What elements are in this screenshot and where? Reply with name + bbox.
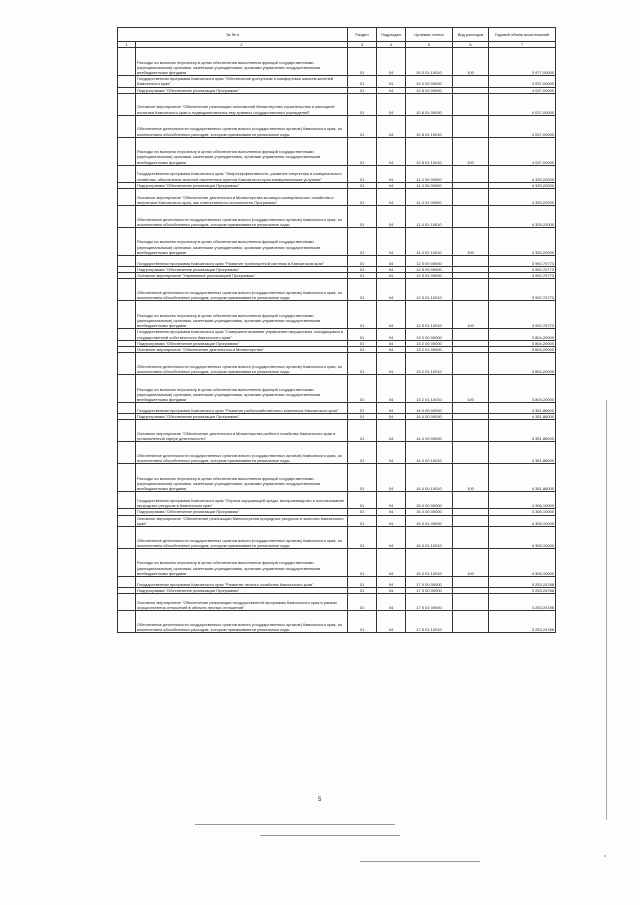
row-target-article: 13 2 01 10010 [406, 375, 453, 403]
row-number [118, 279, 136, 301]
row-name: Обеспечение деятельности государственных органов власти (государственных органов) Камчатского края, за исключением обособленных расходов, которым присваиваются уникальные коды [136, 442, 348, 464]
row-razdel: 01 [348, 442, 377, 464]
row-number [118, 206, 136, 228]
row-podrazdel: 04 [377, 509, 406, 515]
row-expense-type [453, 256, 489, 267]
row-amount: 4 306,10000 [489, 515, 556, 526]
row-target-article: 11 4 01 10010 [406, 228, 453, 256]
row-razdel: 01 [348, 48, 377, 76]
row-podrazdel: 04 [377, 577, 406, 588]
row-target-article: 12 5 01 10010 [406, 301, 453, 329]
row-name: Основное мероприятие "Обеспечение деятельности Министерства жилищно-коммунального хозяйства и энергетики Камчатского края, как ответственного исполнителя Программы" [136, 189, 348, 206]
row-target-article: 17 5 01 10010 [406, 611, 453, 633]
row-target-article: 17 0 00 00000 [406, 577, 453, 588]
row-amount: 4 306,10000 [489, 492, 556, 509]
table-row [118, 228, 556, 256]
row-number [118, 228, 136, 256]
row-razdel: 01 [348, 76, 377, 87]
row-name: Подпрограмма "Обеспечение реализации Программы" [136, 182, 348, 188]
row-number [118, 442, 136, 464]
row-number [118, 76, 136, 87]
row-name: Государственная программа Камчатского края "Совершенствование управления имуществом, находящимся в государственной собственности Камчатского края" [136, 329, 348, 340]
row-podrazdel: 04 [377, 420, 406, 442]
table-row [118, 165, 556, 182]
row-podrazdel: 04 [377, 611, 406, 633]
row-name: Основное мероприятие "Обеспечение деятельности Министерства рыбного хозяйства Камчатского края в установленной сфере деятельности" [136, 420, 348, 442]
row-target-article: 12 0 00 00000 [406, 256, 453, 267]
row-amount: 3 804,20000 [489, 353, 556, 375]
row-expense-type [453, 189, 489, 206]
row-name: Основное мероприятие "Обеспечение реализации государственной программы Камчатского края в рамках осуществления отношений в области лесных отношений" [136, 594, 348, 611]
row-target-article: 14 4 00 00000 [406, 414, 453, 420]
row-razdel: 01 [348, 137, 377, 165]
row-podrazdel: 04 [377, 329, 406, 340]
row-amount: 3 253,24788 [489, 594, 556, 611]
row-number [118, 611, 136, 633]
scan-artifact-line [260, 835, 400, 836]
row-podrazdel: 04 [377, 273, 406, 279]
table-row [118, 420, 556, 442]
row-amount: 4 351,86000 [489, 442, 556, 464]
row-name: Подпрограмма "Обеспечение реализации Программы" [136, 509, 348, 515]
table-row [118, 353, 556, 375]
row-razdel: 01 [348, 403, 377, 414]
row-target-article: 15 4 00 00000 [406, 509, 453, 515]
row-number [118, 549, 136, 577]
row-expense-type [453, 515, 489, 526]
row-amount: 4 351,86000 [489, 464, 556, 492]
row-number [118, 403, 136, 414]
row-amount: 3 992,70773 [489, 267, 556, 273]
row-name: Подпрограмма "Обеспечение реализации Программы" [136, 87, 348, 93]
row-target-article: 11 4 01 00000 [406, 189, 453, 206]
row-amount: 4 306,10000 [489, 549, 556, 577]
row-razdel: 01 [348, 273, 377, 279]
row-razdel: 01 [348, 347, 377, 353]
row-number [118, 256, 136, 267]
row-razdel: 01 [348, 256, 377, 267]
row-target-article: 10 8 01 10010 [406, 115, 453, 137]
row-podrazdel: 04 [377, 228, 406, 256]
row-razdel: 01 [348, 588, 377, 594]
row-expense-type [453, 329, 489, 340]
row-expense-type [453, 442, 489, 464]
row-podrazdel: 04 [377, 492, 406, 509]
row-podrazdel: 04 [377, 137, 406, 165]
row-razdel: 01 [348, 329, 377, 340]
scan-artifact-line [606, 400, 607, 820]
row-podrazdel: 04 [377, 87, 406, 93]
row-number [118, 375, 136, 403]
row-amount: 4 037,00000 [489, 137, 556, 165]
row-target-article: 13 2 01 10010 [406, 353, 453, 375]
header-podrazdel: Подраздел [377, 28, 406, 42]
row-target-article: 10 8 01 10010 [406, 137, 453, 165]
table-row [118, 403, 556, 414]
row-target-article: 29 0 01 10010 [406, 48, 453, 76]
row-razdel: 01 [348, 87, 377, 93]
row-podrazdel: 04 [377, 189, 406, 206]
row-name: Основное мероприятие "Обеспечение реализации Министерства природных ресурсов и экологии Камчатского края" [136, 515, 348, 526]
row-expense-type [453, 594, 489, 611]
table-row [118, 375, 556, 403]
row-target-article: 12 5 01 00000 [406, 273, 453, 279]
scan-artifact-dot [604, 855, 606, 857]
row-name: Расходы на выплаты персоналу в целях обеспечения выполнения функций государственными (муниципальными) органами, казенными учреждениями, органами управления государственными внебюджетными фондами [136, 375, 348, 403]
column-number: 3 [348, 42, 377, 48]
row-razdel: 01 [348, 182, 377, 188]
row-podrazdel: 04 [377, 375, 406, 403]
row-razdel: 01 [348, 515, 377, 526]
row-target-article: 10 0 00 00000 [406, 76, 453, 87]
row-razdel: 01 [348, 267, 377, 273]
row-expense-type [453, 611, 489, 633]
table-row [118, 515, 556, 526]
budget-table [117, 27, 556, 633]
row-expense-type [453, 492, 489, 509]
row-number [118, 527, 136, 549]
row-podrazdel: 04 [377, 347, 406, 353]
row-amount: 3 804,20000 [489, 347, 556, 353]
row-expense-type: 100 [453, 549, 489, 577]
row-target-article: 12 5 00 00000 [406, 267, 453, 273]
row-amount: 3 977,00000 [489, 48, 556, 76]
row-razdel: 01 [348, 420, 377, 442]
row-razdel: 01 [348, 375, 377, 403]
row-target-article: 13 0 00 00000 [406, 329, 453, 340]
row-expense-type [453, 76, 489, 87]
row-podrazdel: 04 [377, 93, 406, 115]
column-number: 5 [406, 42, 453, 48]
row-razdel: 01 [348, 301, 377, 329]
row-razdel: 01 [348, 611, 377, 633]
row-number [118, 577, 136, 588]
row-podrazdel: 04 [377, 256, 406, 267]
table-row [118, 48, 556, 76]
row-target-article: 10 8 01 00000 [406, 93, 453, 115]
row-number [118, 165, 136, 182]
row-amount: 3 992,70773 [489, 256, 556, 267]
row-razdel: 01 [348, 527, 377, 549]
row-number [118, 301, 136, 329]
row-target-article: 14 4 00 10010 [406, 464, 453, 492]
row-name: Государственная программа Камчатского края "Энергоэффективность, развитие энергетики и коммунального хозяйства, обеспечение жителей населенных пунктов Камчатского края коммунальными услугами" [136, 165, 348, 182]
table-row [118, 329, 556, 340]
row-name: Подпрограмма "Обеспечение реализации Программы" [136, 267, 348, 273]
row-number [118, 93, 136, 115]
row-target-article: 17 5 00 00000 [406, 588, 453, 594]
row-razdel: 01 [348, 492, 377, 509]
row-name: Государственная программа Камчатского края "Развитие лесного хозяйства Камчатского края" [136, 577, 348, 588]
row-podrazdel: 04 [377, 76, 406, 87]
row-number [118, 492, 136, 509]
row-podrazdel: 04 [377, 206, 406, 228]
row-amount: 4 037,00000 [489, 115, 556, 137]
row-razdel: 01 [348, 340, 377, 346]
row-expense-type [453, 115, 489, 137]
row-podrazdel: 04 [377, 515, 406, 526]
row-target-article: 11 0 00 00000 [406, 165, 453, 182]
row-expense-type [453, 93, 489, 115]
header-annual-amount: Годовой объем ассигнований [489, 28, 556, 42]
row-expense-type [453, 206, 489, 228]
row-podrazdel: 04 [377, 588, 406, 594]
row-name: Расходы на выплаты персоналу в целях обеспечения выполнения функций государственными (муниципальными) органами, казенными учреждениями, органами управления государственными внебюджетными фондами [136, 137, 348, 165]
scan-artifact-line [360, 861, 480, 862]
row-expense-type [453, 353, 489, 375]
row-amount: 4 037,00000 [489, 87, 556, 93]
header-razdel: Раздел [348, 28, 377, 42]
row-amount: 3 253,24788 [489, 611, 556, 633]
row-target-article: 13 2 01 00000 [406, 347, 453, 353]
row-amount: 3 992,70773 [489, 273, 556, 279]
row-name: Расходы на выплаты персоналу в целях обеспечения выполнения функций государственными (муниципальными) органами, казенными учреждениями, органами управления государственными внебюджетными фондами [136, 464, 348, 492]
row-name: Основное мероприятие "Обеспечение деятельности Министерства" [136, 347, 348, 353]
row-name: Обеспечение деятельности государственных органов власти (государственных органов) Камчатского края, за исключением обособленных расходов, которым присваиваются уникальные коды [136, 527, 348, 549]
row-target-article: 14 4 00 10010 [406, 442, 453, 464]
row-podrazdel: 04 [377, 182, 406, 188]
row-podrazdel: 04 [377, 594, 406, 611]
row-number [118, 515, 136, 526]
row-target-article: 13 2 00 00000 [406, 340, 453, 346]
column-number: 6 [453, 42, 489, 48]
row-expense-type [453, 403, 489, 414]
row-amount: 4 325,22000 [489, 165, 556, 182]
row-amount: 4 325,22000 [489, 189, 556, 206]
row-target-article: 10 8 00 00000 [406, 87, 453, 93]
row-razdel: 01 [348, 228, 377, 256]
row-number [118, 189, 136, 206]
table-row [118, 279, 556, 301]
header-target-article: Целевая статья [406, 28, 453, 42]
row-razdel: 01 [348, 353, 377, 375]
row-razdel: 01 [348, 464, 377, 492]
row-amount: 3 804,20000 [489, 329, 556, 340]
row-name: Государственная программа Камчатского края "Развитие транспортной системы в Камчатском крае" [136, 256, 348, 267]
row-expense-type: 100 [453, 464, 489, 492]
row-amount: 3 253,24788 [489, 577, 556, 588]
row-razdel: 01 [348, 279, 377, 301]
row-razdel: 01 [348, 577, 377, 588]
row-target-article: 15 4 01 00000 [406, 515, 453, 526]
row-podrazdel: 04 [377, 527, 406, 549]
row-amount: 3 804,20000 [489, 375, 556, 403]
row-podrazdel: 04 [377, 340, 406, 346]
table-row [118, 527, 556, 549]
table-row [118, 577, 556, 588]
row-name: Обеспечение деятельности государственных органов власти (государственных органов) Камчатского края, за исключением обособленных расходов, которым присваиваются уникальные коды [136, 611, 348, 633]
row-target-article: 12 5 01 10010 [406, 279, 453, 301]
row-target-article: 11 4 01 10010 [406, 206, 453, 228]
row-name: Основное мероприятие "Обеспечение реализации полномочий Министерства строительства и жилищной политики Камчатского края и подведомственных ему краевых государственных учреждений" [136, 93, 348, 115]
row-podrazdel: 04 [377, 442, 406, 464]
table-row [118, 189, 556, 206]
row-amount: 4 306,10000 [489, 527, 556, 549]
row-expense-type [453, 527, 489, 549]
row-expense-type [453, 279, 489, 301]
row-name: Обеспечение деятельности государственных органов власти (государственных органов) Камчатского края, за исключением обособленных расходов, которым присваиваются уникальные коды [136, 115, 348, 137]
row-razdel: 01 [348, 93, 377, 115]
row-amount: 4 037,00000 [489, 76, 556, 87]
row-amount: 3 253,24788 [489, 588, 556, 594]
row-amount: 4 306,10000 [489, 509, 556, 515]
row-number [118, 594, 136, 611]
table-row [118, 93, 556, 115]
table-row [118, 115, 556, 137]
row-expense-type: 100 [453, 137, 489, 165]
row-amount: 4 351,86000 [489, 420, 556, 442]
row-podrazdel: 04 [377, 549, 406, 577]
table-body [118, 48, 556, 633]
row-name: Основное мероприятие "Управление реализацией Программы" [136, 273, 348, 279]
row-number [118, 329, 136, 340]
row-podrazdel: 04 [377, 48, 406, 76]
row-razdel: 01 [348, 206, 377, 228]
row-amount: 3 992,70773 [489, 301, 556, 329]
row-target-article: 15 4 01 10010 [406, 549, 453, 577]
row-name: Подпрограмма "Обеспечение реализации Программы" [136, 340, 348, 346]
row-razdel: 01 [348, 115, 377, 137]
row-name: Государственная программа Камчатского края "Обеспечение доступным и комфортным жильем жителей Камчатского края" [136, 76, 348, 87]
row-name: Государственная программа Камчатского края "Развитие рыбохозяйственного комплекса Камчатского края" [136, 403, 348, 414]
row-name: Расходы на выплаты персоналу в целях обеспечения выполнения функций государственными (муниципальными) органами, казенными учреждениями, органами управления государственными внебюджетными фондами [136, 301, 348, 329]
row-target-article: 15 0 00 00000 [406, 492, 453, 509]
row-podrazdel: 04 [377, 279, 406, 301]
row-target-article: 17 5 01 00000 [406, 594, 453, 611]
row-target-article: 14 0 00 00000 [406, 403, 453, 414]
scan-artifact-line [195, 824, 395, 825]
row-name: Обеспечение деятельности государственных органов власти (государственных органов) Камчатского края, за исключением обособленных расходов, которым присваиваются уникальные коды [136, 353, 348, 375]
table-row [118, 256, 556, 267]
row-expense-type: 100 [453, 228, 489, 256]
header-name: Эк № п [118, 28, 348, 42]
row-expense-type [453, 420, 489, 442]
column-number: 2 [136, 42, 348, 48]
row-amount: 3 804,20000 [489, 340, 556, 346]
row-number [118, 48, 136, 76]
row-target-article: 15 4 01 10010 [406, 527, 453, 549]
row-podrazdel: 04 [377, 267, 406, 273]
row-amount: 4 351,86000 [489, 414, 556, 420]
column-number: 7 [489, 42, 556, 48]
row-podrazdel: 04 [377, 403, 406, 414]
row-razdel: 01 [348, 414, 377, 420]
table-row [118, 206, 556, 228]
row-number [118, 464, 136, 492]
table-row [118, 549, 556, 577]
row-podrazdel: 04 [377, 165, 406, 182]
table-row [118, 301, 556, 329]
row-podrazdel: 04 [377, 414, 406, 420]
table-row [118, 594, 556, 611]
row-target-article: 11 4 00 00000 [406, 182, 453, 188]
row-razdel: 01 [348, 189, 377, 206]
page-number: 5 [318, 797, 322, 803]
row-amount: 4 325,22000 [489, 206, 556, 228]
row-amount: 4 325,22000 [489, 182, 556, 188]
row-podrazdel: 04 [377, 301, 406, 329]
row-amount: 3 992,70773 [489, 279, 556, 301]
table-row [118, 76, 556, 87]
row-name: Государственная программа Камчатского края "Охрана окружающей среды, воспроизводство и использование природных ресурсов в Камчатском крае" [136, 492, 348, 509]
row-expense-type: 100 [453, 48, 489, 76]
row-razdel: 01 [348, 165, 377, 182]
row-name: Расходы на выплаты персоналу в целях обеспечения выполнения функций государственными (муниципальными) органами, казенными учреждениями, органами управления государственными внебюджетными фондами [136, 228, 348, 256]
table-row [118, 442, 556, 464]
row-number [118, 137, 136, 165]
row-number [118, 115, 136, 137]
row-name: Подпрограмма "Обеспечение реализации Программы" [136, 414, 348, 420]
row-podrazdel: 04 [377, 464, 406, 492]
row-razdel: 01 [348, 509, 377, 515]
table-row [118, 611, 556, 633]
row-name: Расходы на выплаты персоналу в целях обеспечения выполнения функций государственными (муниципальными) органами, казенными учреждениями, органами управления государственными внебюджетными фондами [136, 549, 348, 577]
row-expense-type: 100 [453, 301, 489, 329]
table-row [118, 492, 556, 509]
row-amount: 4 037,00000 [489, 93, 556, 115]
row-target-article: 14 4 00 00000 [406, 420, 453, 442]
row-razdel: 01 [348, 549, 377, 577]
column-number: 1 [118, 42, 136, 48]
row-name: Обеспечение деятельности государственных органов власти (государственных органов) Камчатского края, за исключением обособленных расходов, которым присваиваются уникальные коды [136, 206, 348, 228]
row-number [118, 420, 136, 442]
row-expense-type [453, 165, 489, 182]
row-name: Подпрограмма "Обеспечение реализации Программы" [136, 588, 348, 594]
row-name: Обеспечение деятельности государственных органов власти (государственных органов) Камчатского края, за исключением обособленных расходов, которым присваиваются уникальные коды [136, 279, 348, 301]
row-number [118, 353, 136, 375]
row-podrazdel: 04 [377, 353, 406, 375]
table-header-row [118, 28, 556, 42]
row-podrazdel: 04 [377, 115, 406, 137]
row-amount: 4 325,22000 [489, 228, 556, 256]
column-number: 4 [377, 42, 406, 48]
row-expense-type [453, 577, 489, 588]
table-row [118, 464, 556, 492]
row-razdel: 01 [348, 594, 377, 611]
row-expense-type: 100 [453, 375, 489, 403]
row-amount: 4 351,86000 [489, 403, 556, 414]
row-name: Расходы на выплаты персоналу в целях обеспечения выполнения функций государственными (муниципальными) органами, казенными учреждениями, органами управления государственными внебюджетными фондами [136, 48, 348, 76]
table-row [118, 137, 556, 165]
header-expense-type: Вид расходов [453, 28, 489, 42]
